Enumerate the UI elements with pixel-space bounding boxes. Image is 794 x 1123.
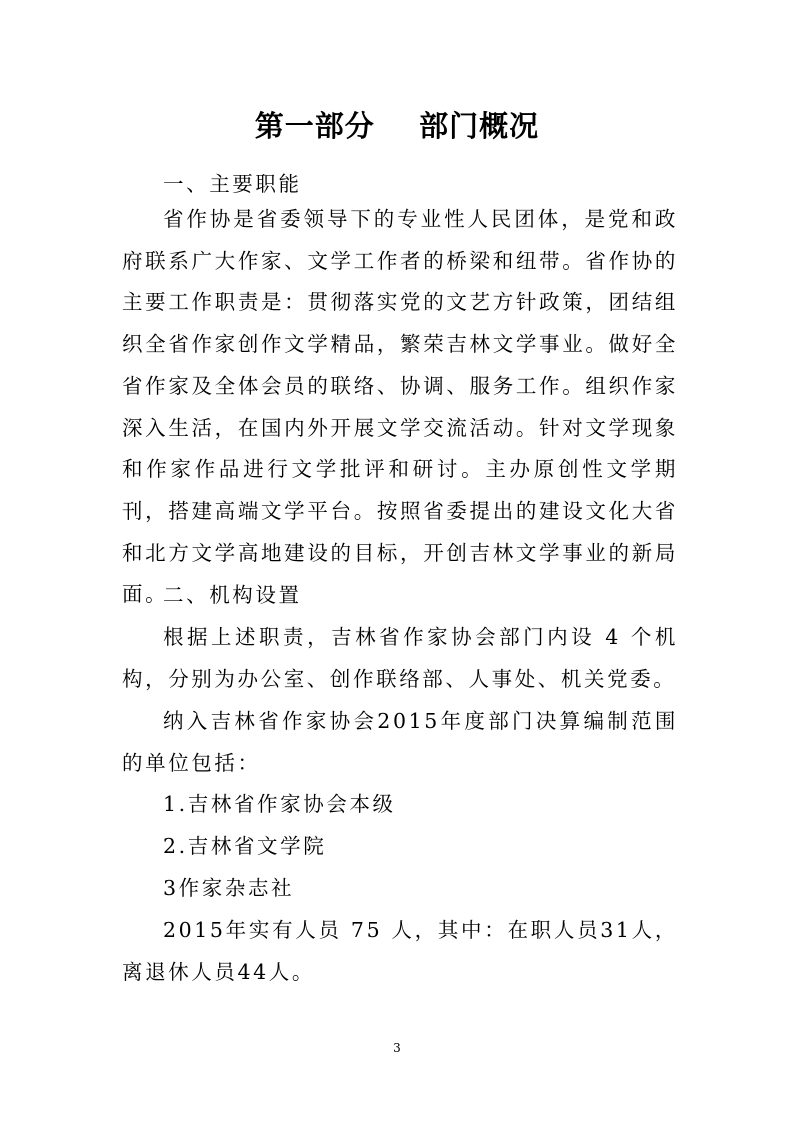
page-title: 第一部分 部门概况: [254, 109, 540, 143]
section-heading-organization: 二、机构设置: [163, 583, 302, 607]
page-number: 3: [393, 1041, 401, 1055]
section-heading-main-functions: 一、主要职能: [163, 172, 302, 196]
staff-count-paragraph: 2015年实有人员 75 人，其中：在职人员31人，离退休人员44人。: [122, 918, 678, 984]
organization-paragraph: 根据上述职责，吉林省作家协会部门内设 4 个机构，分别为办公室、创作联络部、人事处、机关党委。: [122, 625, 678, 691]
unit-list-item: 1.吉林省作家协会本级: [163, 792, 396, 816]
budget-scope-paragraph: 纳入吉林省作家协会2015年度部门决算编制范围的单位包括：: [122, 709, 678, 775]
unit-list-item: 2.吉林省文学院: [163, 834, 327, 858]
main-functions-paragraph: 省作协是省委领导下的专业性人民团体，是党和政府联系广大作家、文学工作者的桥梁和纽带。省作协的主要工作职责是：贯彻落实党的文艺方针政策，团结组织全省作家创作文学精品，繁荣吉林文学事业。做好全省作家及全体会员的联络、协调、服务工作。组织作家深入生活，在国内外开展文学交流活动。针对文学现象和作家作品进行文学批评和研讨。主办原创性文学期刊，搭建高端文学平台。按照省委提出的建设文化大省和北方文学高地建设的目标，开创吉林文学事业的新局面。: [122, 207, 678, 607]
unit-list-item: 3作家杂志社: [163, 876, 295, 900]
